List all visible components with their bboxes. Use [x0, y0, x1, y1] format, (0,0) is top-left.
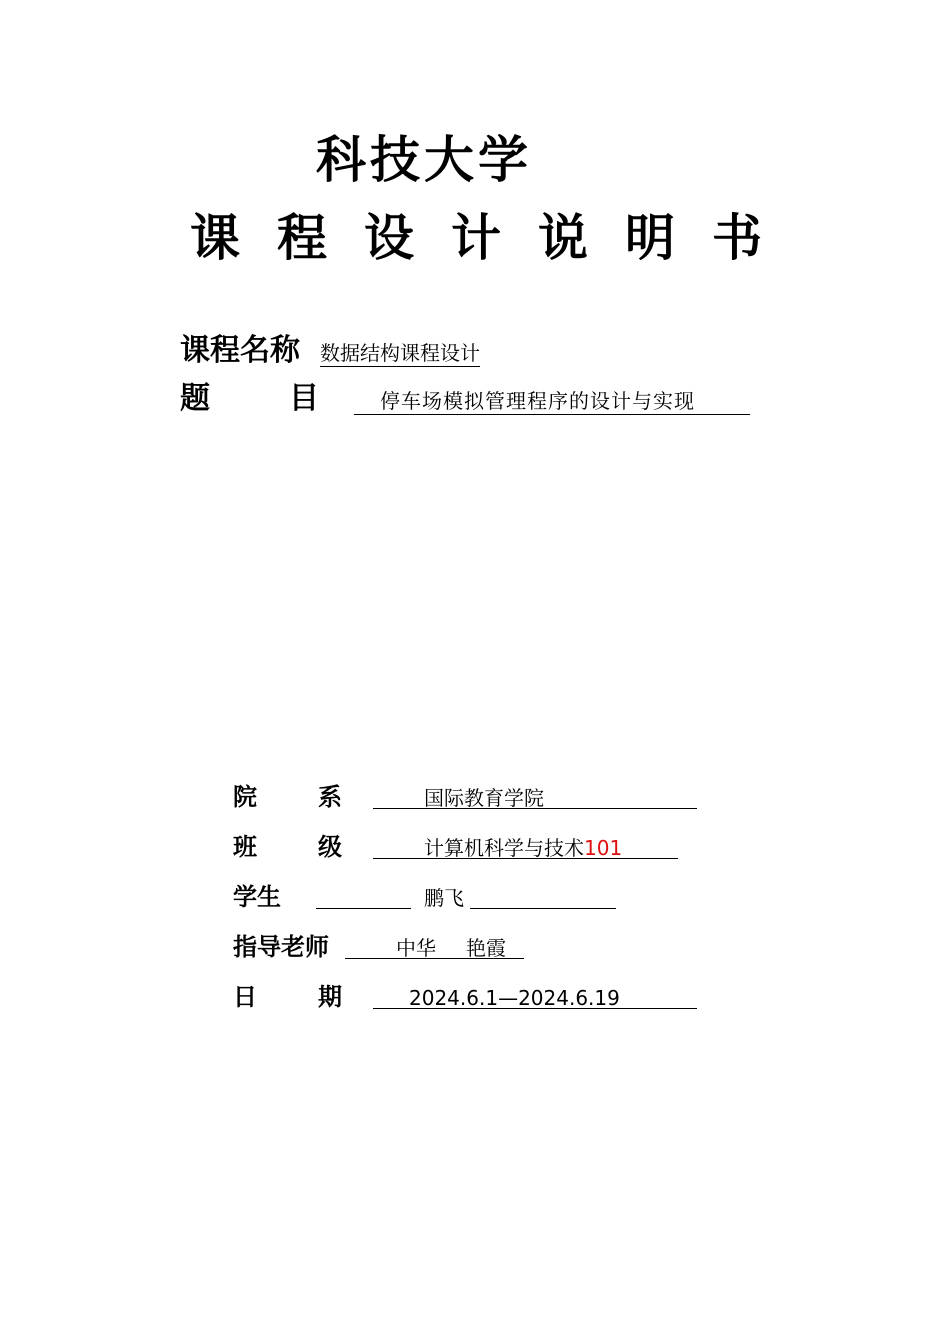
topic-label-first-char: 题	[180, 381, 210, 416]
student-label: 学生	[233, 882, 281, 911]
department-label-first-char: 院	[233, 782, 257, 811]
course-name-label: 课程名称	[180, 333, 300, 368]
class-value	[424, 835, 622, 861]
advisor-name-first: 中华	[396, 936, 436, 960]
class-number: 101	[584, 836, 623, 860]
advisor-label: 指导老师	[233, 932, 329, 961]
student-value: 鹏飞	[424, 886, 464, 910]
department-value: 国际教育学院	[424, 786, 544, 810]
topic-label-second-char: 目	[289, 381, 319, 416]
student-underline-left	[316, 908, 411, 909]
school-name: 科技大学	[316, 130, 532, 189]
topic-value: 停车场模拟管理程序的设计与实现	[380, 389, 695, 413]
student-underline-right	[470, 908, 616, 909]
class-label-first-char: 班	[233, 832, 257, 861]
document-title: 课程设计说明书	[190, 208, 799, 267]
class-label-second-char: 级	[318, 832, 342, 861]
date-label-first-char: 日	[233, 982, 257, 1011]
date-label-second-char: 期	[318, 982, 342, 1011]
course-name-value: 数据结构课程设计	[320, 341, 480, 365]
date-value: 2024.6.1—2024.6.19	[409, 986, 620, 1010]
advisor-name-second: 艳霞	[466, 936, 506, 960]
class-major: 计算机科学与技术	[424, 836, 584, 860]
department-label-second-char: 系	[318, 782, 342, 811]
